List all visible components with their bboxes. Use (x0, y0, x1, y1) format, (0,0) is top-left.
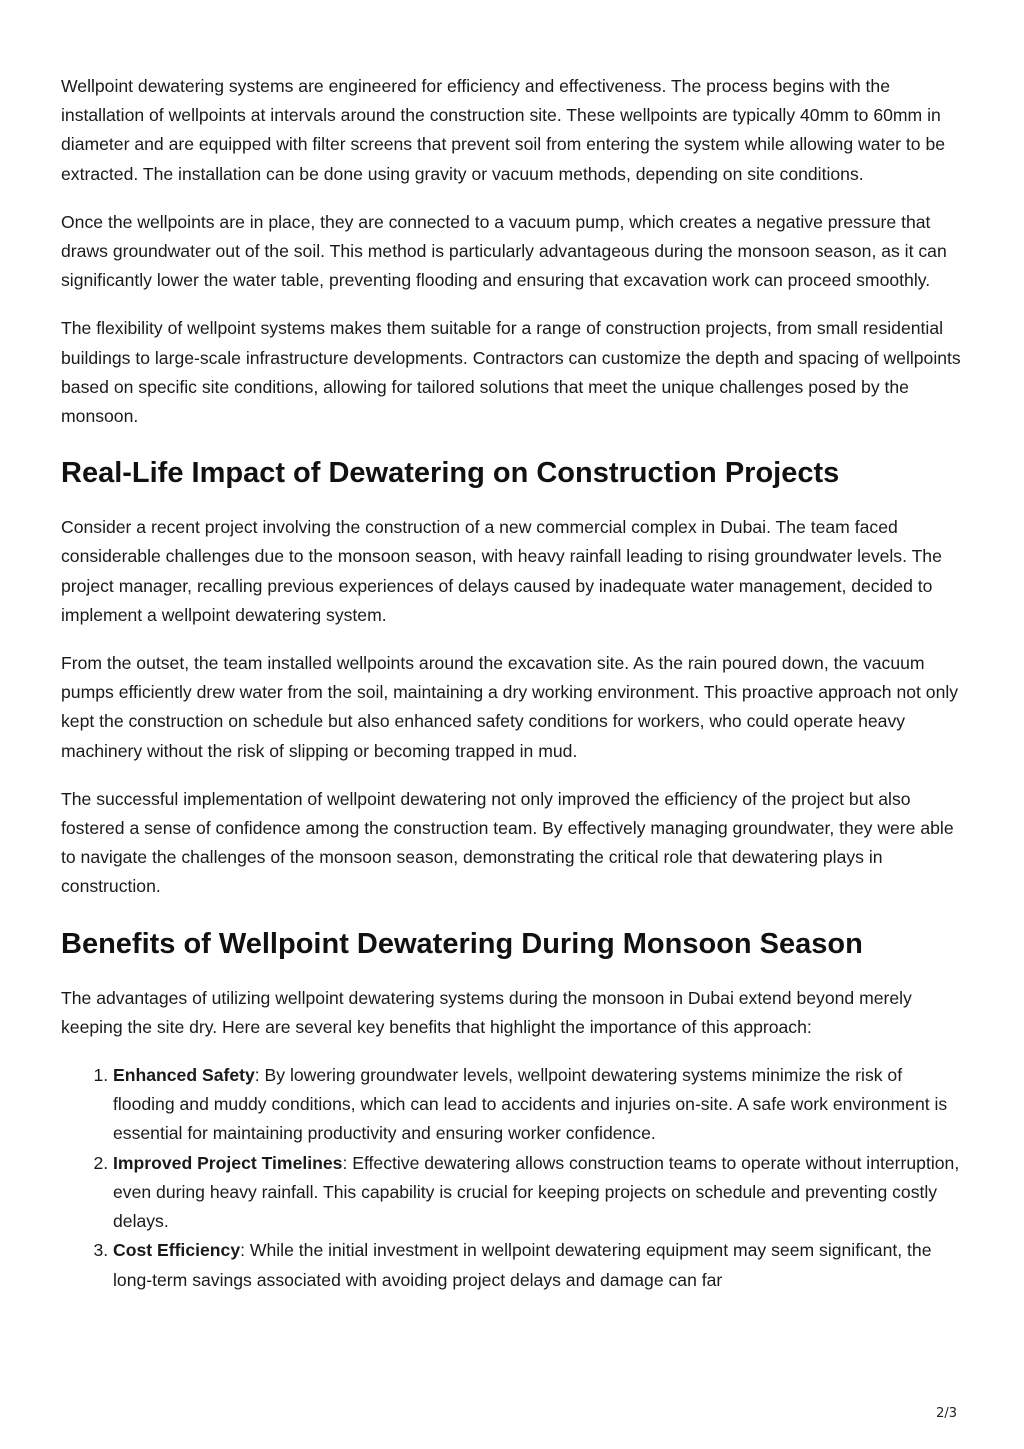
benefits-list (61, 1061, 967, 1295)
benefit-title: Cost Efficiency (113, 1240, 241, 1261)
benefits-intro-paragraph: The advantages of utilizing wellpoint dewatering systems during the monsoon in Dubai extend beyond merely keeping the site dry. Here are several key benefits that highlight the importance of this approach: (61, 987, 912, 1037)
intro-paragraph-2: Once the wellpoints are in place, they are connected to a vacuum pump, which creates a negative pressure that draws groundwater out of the soil. This method is particularly advantageous during the monsoon season, as it can significantly lower the water table, preventing flooding and ensuring that excavation work can proceed smoothly. (61, 211, 947, 291)
intro-paragraph-1: Wellpoint dewatering systems are engineered for efficiency and effectiveness. The process begins with the installation of wellpoints at intervals around the construction site. These wellpoints are typically 40mm to 60mm in diameter and are equipped with filter screens that prevent soil from entering the system while allowing water to be extracted. The installation can be done using gravity or vacuum methods, depending on site conditions. (61, 76, 946, 184)
page-number: 2/3 (936, 1406, 957, 1421)
list-item (113, 1149, 967, 1237)
document-page (61, 72, 967, 1295)
impact-paragraph-3: The successful implementation of wellpoint dewatering not only improved the efficiency of the project but also fostered a sense of confidence among the construction team. By effectively managing groundwater, they were able to navigate the challenges of the monsoon season, demonstrating the critical role that dewatering plays in construction. (61, 788, 954, 897)
benefit-text: : Effective dewatering allows construction teams to operate without interruption, even during heavy rainfall. This capability is crucial for keeping projects on schedule and preventing costly delays. (113, 1152, 960, 1232)
benefit-title: Enhanced Safety (113, 1065, 255, 1086)
benefits-section-heading: Benefits of Wellpoint Dewatering During Monsoon Season (61, 927, 863, 960)
impact-paragraph-2: From the outset, the team installed wellpoints around the excavation site. As the rain poured down, the vacuum pumps efficiently drew water from the soil, maintaining a dry working environment. This proactive approach not only kept the construction on schedule but also enhanced safety conditions for workers, who could operate heavy machinery without the risk of slipping or becoming trapped in mud. (61, 653, 959, 761)
list-item (113, 1061, 967, 1149)
benefit-title: Improved Project Timelines (113, 1152, 343, 1173)
intro-paragraph-3: The flexibility of wellpoint systems makes them suitable for a range of construction projects, from small residential buildings to large-scale infrastructure developments. Contractors can customize the depth and spacing of wellpoints based on specific site conditions, allowing for tailored solutions that meet the unique challenges posed by the monsoon. (61, 318, 961, 427)
benefit-text: : By lowering groundwater levels, wellpoint dewatering systems minimize the risk of flooding and muddy conditions, which can lead to accidents and injuries on-site. A safe work environment is essential for maintaining productivity and ensuring worker confidence. (113, 1065, 948, 1144)
list-item (113, 1236, 967, 1294)
benefit-text: : While the initial investment in wellpoint dewatering equipment may seem significant, the long-term savings associated with avoiding project delays and damage can far (113, 1240, 932, 1290)
impact-section-heading: Real-Life Impact of Dewatering on Construction Projects (61, 457, 840, 490)
impact-paragraph-1: Consider a recent project involving the construction of a new commercial complex in Dubai. The team faced considerable challenges due to the monsoon season, with heavy rainfall leading to rising groundwater levels. The project manager, recalling previous experiences of delays caused by inadequate water management, decided to implement a wellpoint dewatering system. (61, 517, 942, 625)
